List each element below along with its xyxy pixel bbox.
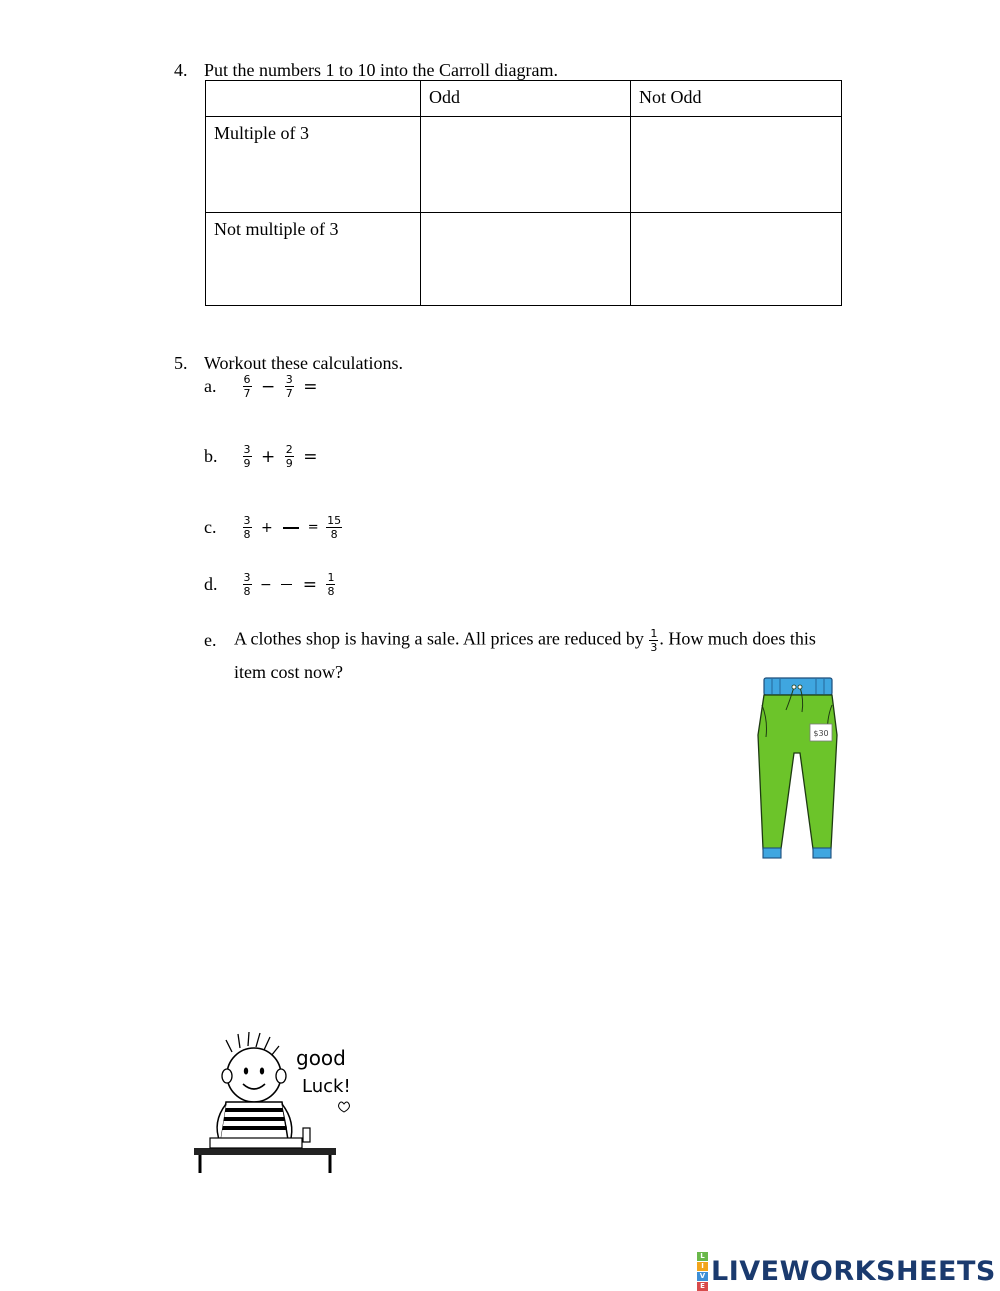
carroll-cell-multiple-not-odd[interactable] [631,117,842,213]
calc-b-equals: = [303,446,318,467]
calc-c-blank-fraction[interactable] [283,527,299,529]
calc-a-equals: = [303,376,318,397]
calc-d-blank-fraction[interactable] [281,584,292,585]
luck-text: Luck! [302,1076,351,1097]
calc-d-operator: − [260,576,272,593]
calc-c-fraction-1: $\frac{3}{8}$ [243,514,251,541]
calc-a [204,373,321,400]
calc-b-fraction-1: $\frac{3}{9}$ [243,443,251,470]
question-4-text: Put the numbers 1 to 10 into the Carroll diagram. [204,60,558,80]
calc-b [204,443,321,470]
trousers-left-cuff [763,848,781,858]
logo-text: LIVEWORKSHEETS [711,1255,996,1287]
question-4-number: 4. [174,60,188,80]
calc-c-equals: = [307,520,319,535]
logo-squares-icon: L I V E [697,1252,708,1291]
calc-c [204,514,344,541]
trousers-illustration [750,675,842,865]
calc-d-fraction-1: $\frac{3}{8}$ [243,571,251,598]
calc-c-operator: + [261,519,273,536]
calc-e-label: e. [204,630,217,650]
calc-e-text-line-2: item cost now? [234,662,343,682]
calc-a-label: a. [204,376,217,396]
calc-d-result-fraction: $\frac{1}{8}$ [327,571,335,598]
good-text: good [296,1046,346,1070]
carroll-row-label-multiple-of-3: Multiple of 3 [206,117,421,213]
question-5-text: Workout these calculations. [204,353,403,373]
calc-a-fraction-2: $\frac{3}{7}$ [285,373,293,400]
calc-b-fraction-2: $\frac{2}{9}$ [285,443,293,470]
carroll-cell-not-multiple-not-odd[interactable] [631,213,842,306]
calc-a-fraction-1: $\frac{6}{7}$ [243,373,251,400]
carroll-header-odd: Odd [421,81,631,117]
calc-d-equals: = [302,574,317,595]
calc-a-operator: − [261,376,276,397]
trousers-body [758,695,837,849]
calc-d [204,571,337,598]
price-tag-text: $30 [813,729,829,738]
calc-c-result-fraction: $\frac{15}{8}$ [327,514,342,541]
calc-e [204,627,816,654]
liveworksheets-logo[interactable] [697,1251,996,1290]
trousers-right-cuff [813,848,831,858]
calc-b-operator: + [261,446,276,467]
good-luck-illustration [190,1030,360,1175]
carroll-cell-not-multiple-odd[interactable] [421,213,631,306]
calc-e-text-after: . How much does this [659,628,816,649]
calc-c-label: c. [204,517,217,537]
question-5-number: 5. [174,353,188,373]
carroll-header-empty [206,81,421,117]
carroll-row-label-not-multiple-of-3: Not multiple of 3 [206,213,421,306]
calc-e-text-before: A clothes shop is having a sale. All prices are reduced by [234,628,644,649]
desk-top [194,1148,336,1155]
carroll-header-not-odd: Not Odd [631,81,842,117]
carroll-diagram [205,80,842,306]
calc-e-fraction: $\frac{1}{3}$ [650,627,658,654]
calc-d-label: d. [204,574,218,594]
carroll-cell-multiple-odd[interactable] [421,117,631,213]
calc-b-label: b. [204,446,218,466]
heart-icon [339,1102,350,1112]
boy-head [227,1048,281,1102]
